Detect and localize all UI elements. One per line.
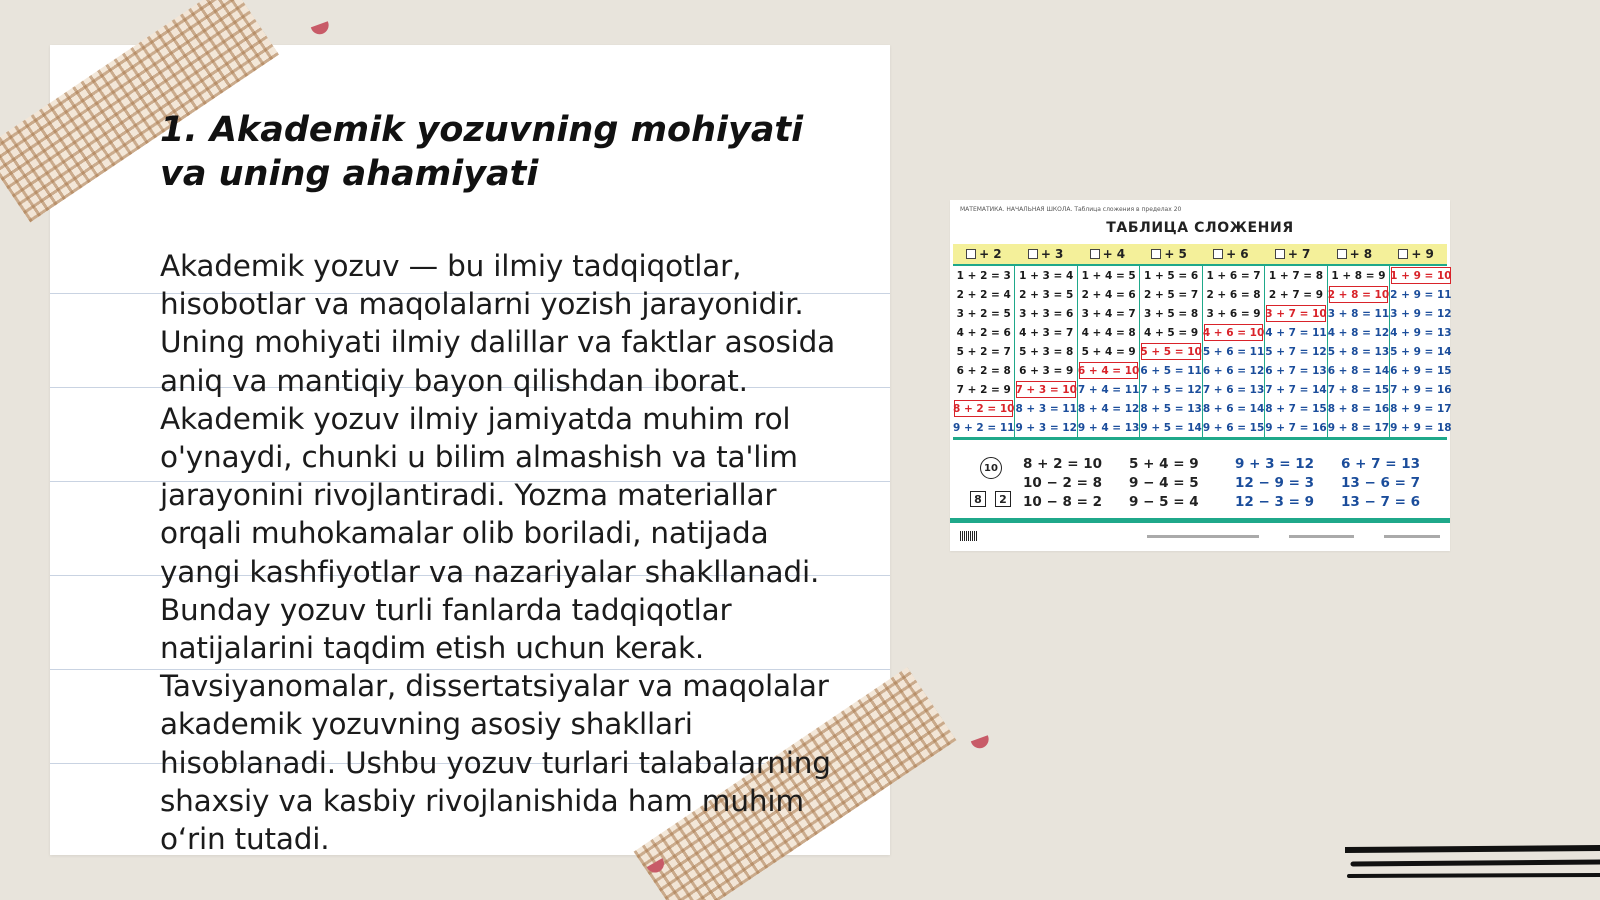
- blank-box-icon: [1090, 249, 1100, 259]
- grid-body: [953, 266, 1452, 437]
- grid-cell: 9 + 2 = 11: [953, 421, 1015, 434]
- example-line: 13 − 6 = 7: [1341, 475, 1420, 491]
- example-line: 9 + 3 = 12: [1235, 456, 1314, 472]
- table-title: ТАБЛИЦА СЛОЖЕНИЯ: [1106, 220, 1294, 236]
- grid-cell: 4 + 8 = 12: [1327, 326, 1390, 339]
- grid-cell: 2 + 5 = 7: [1144, 288, 1199, 301]
- column-label: + 2: [979, 247, 1002, 261]
- grid-cell: 4 + 7 = 11: [1265, 326, 1327, 339]
- grid-cell: 1 + 6 = 7: [1206, 269, 1261, 282]
- grid-cell: 8 + 3 = 11: [1015, 402, 1077, 415]
- grid-cell: 7 + 8 = 15: [1327, 383, 1390, 396]
- column-label: + 8: [1349, 247, 1373, 261]
- blank-box-icon: [966, 249, 976, 259]
- bond-circle: 10: [980, 457, 1002, 479]
- grid-cell: 3 + 7 = 10: [1265, 304, 1326, 323]
- grid-cell: 9 + 6 = 15: [1202, 421, 1265, 434]
- grid-cell: 8 + 7 = 15: [1265, 402, 1327, 415]
- example-line: 10 − 2 = 8: [1023, 475, 1102, 491]
- grid-cell: 4 + 2 = 6: [956, 326, 1011, 339]
- grid-cell: 6 + 5 = 11: [1140, 364, 1202, 377]
- grid-cell: 3 + 8 = 11: [1327, 307, 1390, 320]
- column-label: + 4: [1102, 247, 1126, 261]
- grid-cell: 8 + 9 = 17: [1390, 402, 1452, 415]
- addition-table-image: [950, 200, 1450, 551]
- grid-cell: 8 + 8 = 16: [1327, 402, 1390, 415]
- addition-grid: [953, 244, 1452, 440]
- slide-body-text: Akademik yozuv — bu ilmiy tadqiqotlar, hisobotlar va maqolalarni yozish jarayonidir. Uning mohiyati ilmiy dalillar va faktlar asosida aniq va mantiqiy bayon qilishdan iborat. Akademik yozuv ilmiy jamiyatda muhim rol o'ynaydi, chunki u bilim almashish va ta'lim jarayonini rivojlantiradi. Yozma materiallar orqali muhokamalar olib boriladi, natijada yangi kashfiyotlar va nazariyalar shakllanadi. Bunday yozuv turli fanlarda tadqiqotlar natijalarini taqdim etish uchun kerak. Tavsiyanomalar, dissertatsiyalar va maqolalar akademik yozuvning asosiy shakllari hisoblanadi. Ushbu yozuv turlari talabalarning shaxsiy va kasbiy rivojlanishida ham muhim o‘rin tutadi.: [160, 249, 836, 857]
- grid-cell: 5 + 9 = 14: [1390, 345, 1452, 358]
- grid-cell: 1 + 9 = 10: [1390, 266, 1451, 285]
- grid-cell: 6 + 6 = 12: [1202, 364, 1265, 377]
- grid-cell: 7 + 2 = 9: [956, 383, 1011, 396]
- slide-title: 1. Akademik yozuvning mohiyati va uning ahamiyati: [160, 110, 804, 194]
- tape-end: [971, 735, 991, 751]
- grid-cell: 6 + 7 = 13: [1265, 364, 1327, 377]
- grid-column: [953, 266, 1015, 437]
- grid-cell: 2 + 2 = 4: [956, 288, 1011, 301]
- grid-cell: 7 + 5 = 12: [1140, 383, 1202, 396]
- grid-cell: 5 + 8 = 13: [1327, 345, 1390, 358]
- grid-cell: 6 + 4 = 10: [1078, 361, 1139, 380]
- blank-box-icon: [1028, 249, 1038, 259]
- table-footer-bar: [950, 518, 1450, 523]
- grid-column-header: [1077, 244, 1139, 264]
- example-line: 12 − 3 = 9: [1235, 494, 1314, 510]
- example-line: 6 + 7 = 13: [1341, 456, 1420, 472]
- blank-box-icon: [1398, 249, 1408, 259]
- example-group: [1129, 449, 1235, 519]
- grid-cell: 6 + 3 = 9: [1019, 364, 1074, 377]
- column-label: + 7: [1287, 247, 1311, 261]
- table-header: МАТЕМАТИКА. НАЧАЛЬНАЯ ШКОЛА. Таблица сложения в пределах 20: [960, 206, 1182, 213]
- grid-column: [1265, 266, 1327, 437]
- grid-cell: 1 + 2 = 3: [956, 269, 1011, 282]
- grid-cell: 6 + 8 = 14: [1327, 364, 1390, 377]
- grid-column: [1328, 266, 1390, 437]
- grid-cell: 4 + 9 = 13: [1390, 326, 1452, 339]
- fine-print: [1289, 535, 1354, 538]
- grid-cell: 6 + 9 = 15: [1390, 364, 1452, 377]
- grid-cell: 9 + 5 = 14: [1140, 421, 1202, 434]
- bond-right: 2: [995, 491, 1011, 507]
- grid-cell: 7 + 3 = 10: [1015, 380, 1076, 399]
- grid-cell: 5 + 4 = 9: [1081, 345, 1136, 358]
- grid-cell: 3 + 2 = 5: [956, 307, 1011, 320]
- grid-cell: 4 + 3 = 7: [1019, 326, 1074, 339]
- grid-cell: 9 + 3 = 12: [1015, 421, 1077, 434]
- grid-cell: 8 + 6 = 14: [1202, 402, 1265, 415]
- grid-column: [1078, 266, 1140, 437]
- grid-cell: 2 + 6 = 8: [1206, 288, 1261, 301]
- grid-cell: 7 + 7 = 14: [1265, 383, 1327, 396]
- grid-column-header: [1262, 244, 1324, 264]
- grid-cell: 8 + 4 = 12: [1077, 402, 1140, 415]
- grid-cell: 1 + 3 = 4: [1019, 269, 1074, 282]
- grid-cell: 7 + 6 = 13: [1202, 383, 1265, 396]
- example-line: 8 + 2 = 10: [1023, 456, 1102, 472]
- fine-print: [1384, 535, 1440, 538]
- grid-cell: 9 + 4 = 13: [1077, 421, 1140, 434]
- number-bond-icon: [953, 449, 1023, 519]
- examples-row: [953, 449, 1447, 519]
- grid-cell: 1 + 4 = 5: [1081, 269, 1136, 282]
- grid-cell: 5 + 6 = 11: [1202, 345, 1265, 358]
- grid-cell: 5 + 3 = 8: [1019, 345, 1074, 358]
- fine-print: [1147, 535, 1259, 538]
- grid-column: [1015, 266, 1077, 437]
- grid-cell: 4 + 4 = 8: [1081, 326, 1136, 339]
- barcode-icon: [960, 531, 977, 541]
- column-label: + 9: [1411, 247, 1434, 261]
- table-footer: [960, 532, 1440, 540]
- grid-separator: [953, 437, 1447, 440]
- grid-column-header: [1015, 244, 1077, 264]
- grid-cell: 8 + 2 = 10: [953, 399, 1014, 418]
- grid-cell: 6 + 2 = 8: [956, 364, 1011, 377]
- grid-cell: 3 + 9 = 12: [1390, 307, 1452, 320]
- example-group: [1235, 449, 1341, 519]
- grid-cell: 5 + 5 = 10: [1140, 342, 1201, 361]
- example-line: 12 − 9 = 3: [1235, 475, 1314, 491]
- tape-end: [311, 21, 331, 37]
- grid-cell: 9 + 9 = 18: [1390, 421, 1452, 434]
- grid-cell: 2 + 4 = 6: [1081, 288, 1136, 301]
- grid-cell: 5 + 7 = 12: [1265, 345, 1327, 358]
- example-line: 10 − 8 = 2: [1023, 494, 1102, 510]
- grid-cell: 1 + 7 = 8: [1268, 269, 1324, 282]
- grid-cell: 8 + 5 = 13: [1140, 402, 1202, 415]
- grid-header-row: [953, 244, 1447, 266]
- example-line: 9 − 5 = 4: [1129, 494, 1199, 510]
- grid-column-header: [1200, 244, 1262, 264]
- grid-column: [1203, 266, 1265, 437]
- grid-column: [1390, 266, 1451, 437]
- blank-box-icon: [1337, 249, 1347, 259]
- example-group: [1341, 449, 1447, 519]
- blank-box-icon: [1213, 249, 1223, 259]
- grid-column-header: [1138, 244, 1200, 264]
- grid-cell: 2 + 3 = 5: [1019, 288, 1074, 301]
- example-line: 9 − 4 = 5: [1129, 475, 1199, 491]
- grid-cell: 7 + 4 = 11: [1077, 383, 1140, 396]
- grid-cell: 3 + 5 = 8: [1144, 307, 1199, 320]
- bond-left: 8: [970, 491, 986, 507]
- example-line: 5 + 4 = 9: [1129, 456, 1199, 472]
- column-label: + 6: [1226, 247, 1249, 261]
- grid-cell: 7 + 9 = 16: [1390, 383, 1452, 396]
- grid-cell: 1 + 8 = 9: [1331, 269, 1386, 282]
- grid-column-header: [953, 244, 1015, 264]
- blank-box-icon: [1275, 249, 1285, 259]
- column-label: + 5: [1164, 247, 1187, 261]
- blank-box-icon: [1151, 249, 1161, 259]
- grid-cell: 9 + 8 = 17: [1327, 421, 1390, 434]
- grid-cell: 5 + 2 = 7: [956, 345, 1011, 358]
- example-line: 13 − 7 = 6: [1341, 494, 1420, 510]
- grid-cell: 3 + 4 = 7: [1081, 307, 1136, 320]
- grid-cell: 9 + 7 = 16: [1265, 421, 1327, 434]
- grid-cell: 2 + 9 = 11: [1390, 288, 1452, 301]
- grid-cell: 3 + 6 = 9: [1206, 307, 1261, 320]
- grid-cell: 2 + 8 = 10: [1328, 285, 1389, 304]
- grid-column-header: [1324, 244, 1386, 264]
- grid-cell: 3 + 3 = 6: [1019, 307, 1074, 320]
- grid-cell: 1 + 5 = 6: [1144, 269, 1199, 282]
- grid-column-header: [1385, 244, 1447, 264]
- grid-column: [1140, 266, 1202, 437]
- grid-cell: 4 + 6 = 10: [1203, 323, 1264, 342]
- scribble-lines: [1345, 842, 1600, 892]
- grid-cell: 4 + 5 = 9: [1144, 326, 1199, 339]
- grid-cell: 2 + 7 = 9: [1268, 288, 1324, 301]
- example-group: [1023, 449, 1129, 519]
- column-label: + 3: [1040, 247, 1064, 261]
